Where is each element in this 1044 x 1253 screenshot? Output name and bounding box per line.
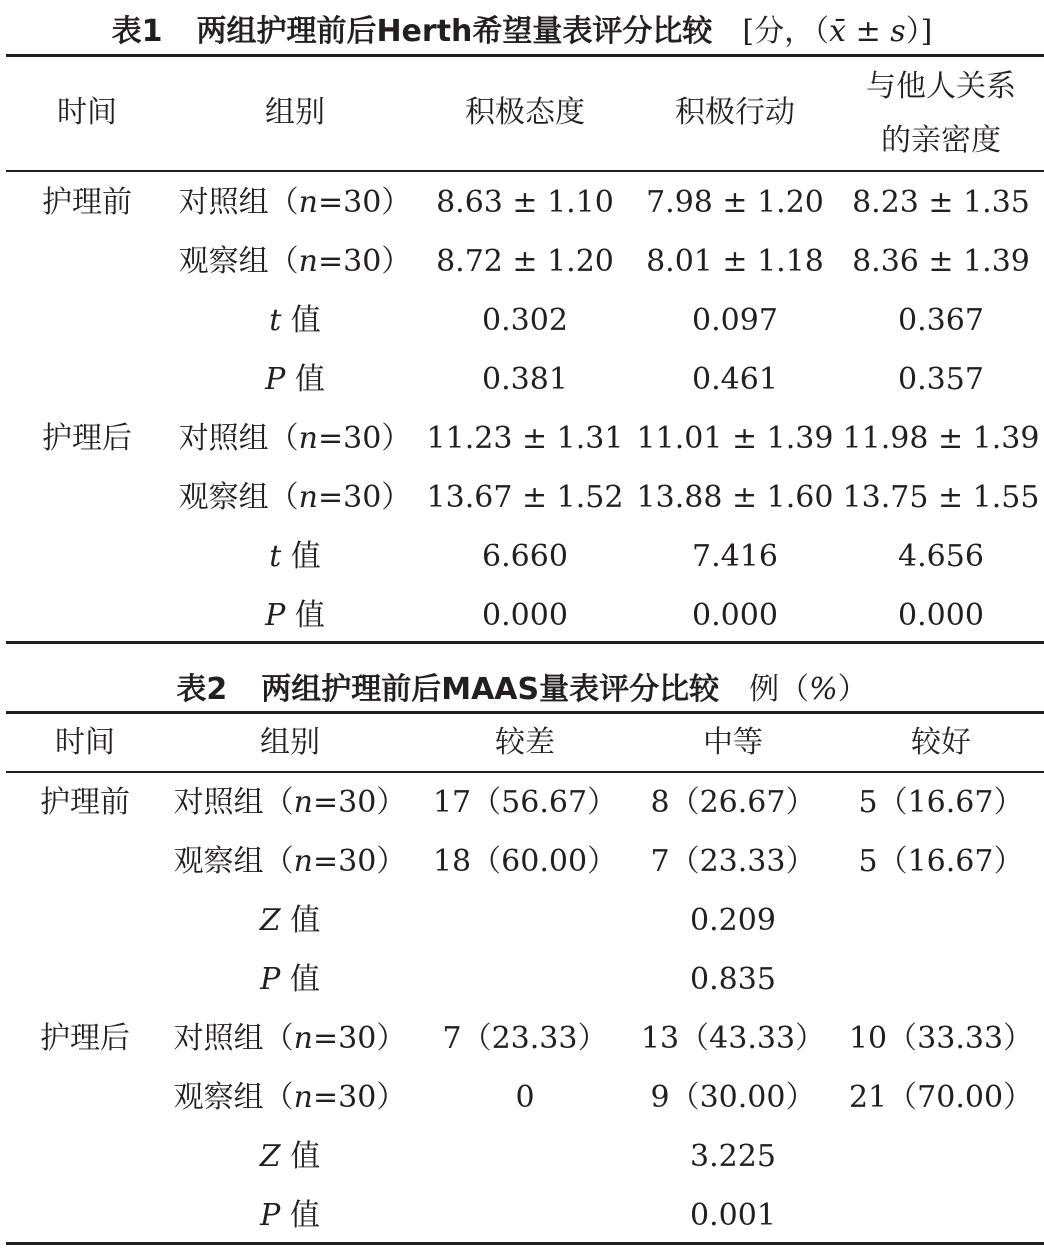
n-value: =30） [313,785,407,820]
stat-symbol: P [260,962,281,997]
n-value: =30） [313,1021,407,1056]
n-symbol: n [298,185,318,220]
group-cell [165,845,415,879]
stat-suffix: 值 [281,303,321,338]
value-cell: 11.23 ± 1.31 [426,421,624,456]
value-cell: 8.01 ± 1.18 [646,244,824,279]
stat-value-cell: 0.209 [690,903,776,938]
value-cell: 0.000 [692,598,778,633]
table2-top-rule [6,711,1044,714]
table1-header-action: 积极行动 [675,95,795,130]
table1-bottom-rule [6,641,1044,644]
table1-caption-title: 两组护理前后Herth希望量表评分比较 [196,14,713,49]
stat-suffix: 值 [280,903,321,938]
value-cell: 13.75 ± 1.55 [842,480,1040,515]
stat-symbol: P [265,362,286,397]
stat-suffix: 值 [285,598,325,633]
value-cell: 11.98 ± 1.39 [842,421,1040,456]
table2-header-time: 时间 [55,725,115,760]
value-cell: 0.302 [482,303,568,338]
n-symbol: n [293,1021,313,1056]
time-label: 护理前 [42,185,132,220]
table1-unit-sd: s [890,14,906,49]
table2-header-poor: 较差 [495,725,555,760]
value-cell: 0.097 [692,303,778,338]
group-label: 观察组（ [173,844,294,879]
stat-symbol: Z [259,903,281,938]
table1-unit-close: ）] [905,14,933,49]
stat-suffix: 值 [280,1139,321,1174]
table2-unit-b: ） [837,672,868,707]
value-cell: 9（30.00） [650,1080,816,1115]
stat-suffix: 值 [280,1198,320,1233]
value-cell: 5（16.67） [858,785,1024,820]
table1-caption [0,6,1044,50]
table2-caption-number: 表2 [176,672,228,707]
value-cell: 13（43.33） [640,1021,826,1056]
group-label: 对照组（ [178,421,299,456]
n-value: =30） [318,421,412,456]
table2-header-good: 较好 [911,725,971,760]
value-cell: 8.36 ± 1.39 [852,244,1030,279]
value-cell: 0.000 [898,598,984,633]
n-value: =30） [313,844,407,879]
stat-symbol: t [269,539,282,574]
group-cell [165,1022,415,1056]
table1-caption-unit [742,14,932,49]
table1-header-group: 组别 [265,95,325,130]
value-cell: 0.367 [898,303,984,338]
stat-symbol: P [265,598,286,633]
table2-header-rule [6,771,1044,773]
n-value: =30） [318,480,412,515]
value-cell: 7（23.33） [442,1021,608,1056]
time-label: 护理前 [40,785,130,820]
n-symbol: n [298,421,318,456]
stat-symbol: Z [259,1139,281,1174]
group-cell [170,186,420,220]
group-cell [170,422,420,456]
value-cell: 11.01 ± 1.39 [636,421,834,456]
stat-suffix: 值 [281,539,321,574]
value-cell: 7.416 [692,539,778,574]
stat-label-cell [165,963,415,997]
table1-unit-mean: x̄ [829,14,847,49]
group-cell [165,1081,415,1115]
value-cell: 21（70.00） [848,1080,1034,1115]
n-symbol: n [293,1080,313,1115]
stat-value-cell: 0.835 [690,962,776,997]
stat-label-cell [170,304,420,338]
n-value: =30） [318,244,412,279]
stat-suffix: 值 [285,362,325,397]
stat-symbol: t [269,303,282,338]
value-cell: 8.63 ± 1.10 [436,185,614,220]
stat-value-cell: 3.225 [690,1139,776,1174]
group-label: 对照组（ [173,1021,294,1056]
table1-unit-open: [分，（ [742,14,830,49]
value-cell: 8.23 ± 1.35 [852,185,1030,220]
stat-label-cell [170,540,420,574]
table1-header-attitude: 积极态度 [465,95,585,130]
stat-label-cell [170,363,420,397]
table1-header-relation-line1: 与他人关系 [866,69,1016,104]
table2-unit-pct: % [809,672,838,707]
group-label: 观察组（ [173,1080,294,1115]
value-cell: 7（23.33） [650,844,816,879]
group-label: 观察组（ [178,244,299,279]
table2-header-medium: 中等 [703,725,763,760]
value-cell: 6.660 [482,539,568,574]
group-cell [165,786,415,820]
value-cell: 13.88 ± 1.60 [636,480,834,515]
value-cell: 18（60.00） [432,844,618,879]
group-label: 对照组（ [178,185,299,220]
group-label: 对照组（ [173,785,294,820]
stat-label-cell [165,1199,415,1233]
time-label: 护理后 [40,1021,130,1056]
value-cell: 8（26.67） [650,785,816,820]
value-cell: 0.357 [898,362,984,397]
table2-caption-unit [749,672,868,707]
stat-label-cell [165,1140,415,1174]
table2-caption [0,664,1044,708]
table1-header-rule [6,170,1044,172]
table2-caption-title: 两组护理前后MAAS量表评分比较 [261,672,720,707]
value-cell: 5（16.67） [858,844,1024,879]
n-symbol: n [298,244,318,279]
value-cell: 0.000 [482,598,568,633]
value-cell: 7.98 ± 1.20 [646,185,824,220]
stat-suffix: 值 [280,962,320,997]
value-cell: 13.67 ± 1.52 [426,480,624,515]
value-cell: 8.72 ± 1.20 [436,244,614,279]
time-label: 护理后 [42,421,132,456]
value-cell: 0.381 [482,362,568,397]
table1-header-time: 时间 [57,95,117,130]
value-cell: 10（33.33） [848,1021,1034,1056]
value-cell: 17（56.67） [432,785,618,820]
stat-symbol: P [260,1198,281,1233]
n-symbol: n [298,480,318,515]
value-cell: 0 [515,1080,535,1115]
n-symbol: n [293,785,313,820]
value-cell: 0.461 [692,362,778,397]
n-value: =30） [313,1080,407,1115]
group-cell [170,245,420,279]
group-label: 观察组（ [178,480,299,515]
table2-bottom-rule [6,1242,1044,1245]
value-cell: 4.656 [898,539,984,574]
n-value: =30） [318,185,412,220]
n-symbol: n [293,844,313,879]
table1-caption-number: 表1 [111,14,163,49]
stat-value-cell: 0.001 [690,1198,776,1233]
table1-top-rule [6,54,1044,57]
table1-header-relation-line2: 的亲密度 [881,123,1001,158]
table2-unit-a: 例（ [749,672,810,707]
stat-label-cell [170,599,420,633]
table1-unit-pm: ± [855,14,881,49]
group-cell [170,481,420,515]
stat-label-cell [165,904,415,938]
table2-header-group: 组别 [260,725,320,760]
